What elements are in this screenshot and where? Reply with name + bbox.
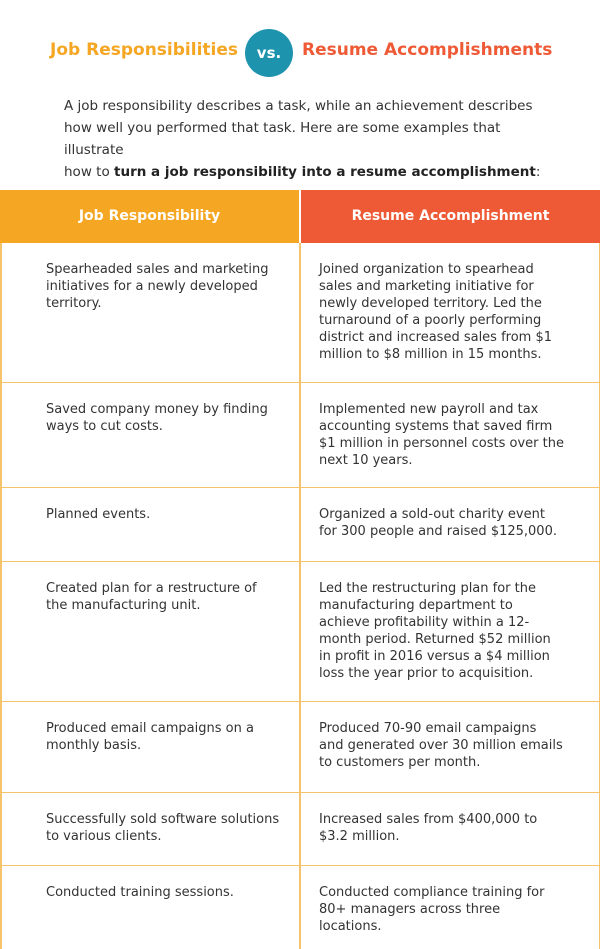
- job-responsibilities-title: Job Responsibilities: [50, 40, 238, 60]
- column-header-job-responsibility: Job Responsibility: [0, 190, 299, 243]
- column-header-resume-accomplishment: Resume Accomplishment: [301, 190, 600, 243]
- intro-prefix: how to: [64, 164, 114, 180]
- accomplishment-cell: Conducted compliance training for 80+ managers across three locations.: [319, 885, 545, 934]
- responsibility-cell: Spearheaded sales and marketing initiatives for a newly developed territory.: [46, 262, 269, 311]
- header: [0, 0, 600, 185]
- resume-accomplishments-title: Resume Accomplishments: [302, 40, 553, 60]
- accomplishment-cell: Increased sales from $400,000 to $3.2 million.: [319, 812, 538, 844]
- responsibility-cell: Created plan for a restructure of the manufacturing unit.: [46, 581, 257, 613]
- responsibility-cell: Successfully sold software solutions to various clients.: [46, 812, 280, 844]
- intro-paragraph: [64, 95, 544, 183]
- accomplishment-cell: Organized a sold-out charity event for 300 people and raised $125,000.: [319, 507, 557, 539]
- responsibility-cell: Saved company money by finding ways to cut costs.: [46, 402, 268, 434]
- accomplishment-cell: Implemented new payroll and tax accounting systems that saved firm $1 million in personnel costs over the next 10 years.: [319, 402, 564, 468]
- accomplishment-cell: Led the restructuring plan for the manufacturing department to achieve profitability within a 12-month period. Returned $52 million in profit in 2016 versus a $4 million loss the year prior to acquisition.: [319, 581, 551, 681]
- intro-line-3: [64, 161, 544, 183]
- intro-suffix: :: [535, 164, 541, 180]
- responsibility-cell: Planned events.: [46, 507, 151, 522]
- intro-line-2: how well you performed that task. Here are some examples that illustrate: [64, 120, 501, 158]
- vs-badge: vs.: [245, 29, 293, 77]
- comparison-table: [0, 190, 600, 949]
- responsibility-cell: Produced email campaigns on a monthly basis.: [46, 721, 254, 753]
- intro-bold-phrase: turn a job responsibility into a resume accomplishment: [114, 164, 536, 180]
- column-divider: [299, 243, 301, 949]
- accomplishment-cell: Produced 70-90 email campaigns and generated over 30 million emails to customers per month.: [319, 721, 563, 770]
- accomplishment-cell: Joined organization to spearhead sales and marketing initiative for newly developed territory. Led the turnaround of a poorly performing district and increased sales from $1 million to $8 million in 15 months.: [319, 262, 553, 362]
- intro-line-1: A job responsibility describes a task, while an achievement describes: [64, 98, 533, 114]
- responsibility-cell: Conducted training sessions.: [46, 885, 234, 900]
